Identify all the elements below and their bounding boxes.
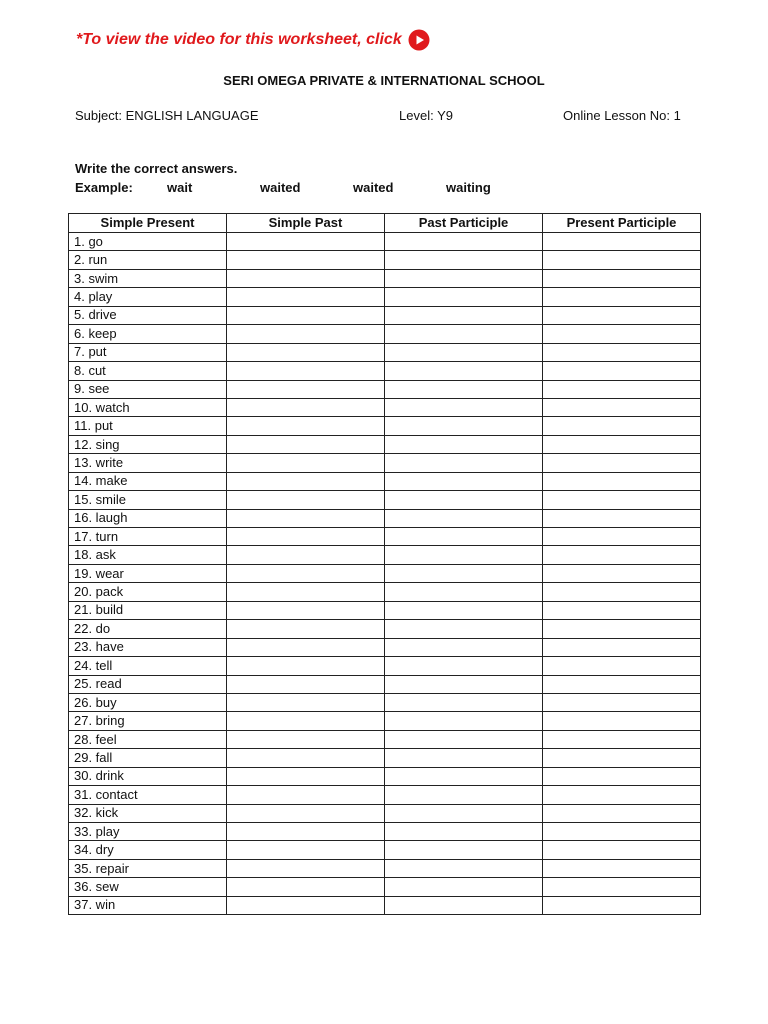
example-label: Example: bbox=[75, 180, 133, 195]
present-participle-answer-cell[interactable] bbox=[543, 749, 701, 767]
table-row bbox=[69, 601, 701, 619]
simple-past-answer-cell[interactable] bbox=[227, 859, 385, 877]
past-participle-answer-cell[interactable] bbox=[385, 730, 543, 748]
simple-present-cell: 21. build bbox=[69, 601, 227, 619]
simple-past-answer-cell[interactable] bbox=[227, 712, 385, 730]
simple-present-cell: 1. go bbox=[69, 233, 227, 251]
present-participle-answer-cell[interactable] bbox=[543, 398, 701, 416]
simple-present-cell: 31. contact bbox=[69, 786, 227, 804]
present-participle-answer-cell[interactable] bbox=[543, 343, 701, 361]
simple-past-answer-cell[interactable] bbox=[227, 435, 385, 453]
example-word: waiting bbox=[446, 180, 491, 195]
simple-present-cell: 3. swim bbox=[69, 269, 227, 287]
past-participle-answer-cell[interactable] bbox=[385, 362, 543, 380]
simple-present-cell: 24. tell bbox=[69, 657, 227, 675]
present-participle-answer-cell[interactable] bbox=[543, 251, 701, 269]
school-name: SERI OMEGA PRIVATE & INTERNATIONAL SCHOOL bbox=[223, 73, 545, 88]
table-row bbox=[69, 823, 701, 841]
simple-present-cell: 23. have bbox=[69, 638, 227, 656]
table-row bbox=[69, 675, 701, 693]
simple-present-cell: 12. sing bbox=[69, 435, 227, 453]
past-participle-answer-cell[interactable] bbox=[385, 546, 543, 564]
past-participle-answer-cell[interactable] bbox=[385, 306, 543, 324]
simple-present-cell: 28. feel bbox=[69, 730, 227, 748]
simple-present-cell: 37. win bbox=[69, 896, 227, 914]
present-participle-answer-cell[interactable] bbox=[543, 859, 701, 877]
present-participle-answer-cell[interactable] bbox=[543, 786, 701, 804]
simple-present-cell: 32. kick bbox=[69, 804, 227, 822]
simple-past-answer-cell[interactable] bbox=[227, 675, 385, 693]
table-row bbox=[69, 638, 701, 656]
simple-past-answer-cell[interactable] bbox=[227, 472, 385, 490]
present-participle-answer-cell[interactable] bbox=[543, 620, 701, 638]
table-row bbox=[69, 896, 701, 914]
past-participle-answer-cell[interactable] bbox=[385, 767, 543, 785]
table-row bbox=[69, 804, 701, 822]
table-row bbox=[69, 583, 701, 601]
present-participle-answer-cell[interactable] bbox=[543, 528, 701, 546]
table-body bbox=[69, 233, 701, 915]
present-participle-answer-cell[interactable] bbox=[543, 380, 701, 398]
past-participle-answer-cell[interactable] bbox=[385, 472, 543, 490]
present-participle-answer-cell[interactable] bbox=[543, 896, 701, 914]
past-participle-answer-cell[interactable] bbox=[385, 675, 543, 693]
simple-present-cell: 20. pack bbox=[69, 583, 227, 601]
past-participle-answer-cell[interactable] bbox=[385, 528, 543, 546]
table-row bbox=[69, 693, 701, 711]
present-participle-answer-cell[interactable] bbox=[543, 306, 701, 324]
table-row bbox=[69, 491, 701, 509]
simple-present-cell: 4. play bbox=[69, 288, 227, 306]
present-participle-answer-cell[interactable] bbox=[543, 491, 701, 509]
present-participle-answer-cell[interactable] bbox=[543, 823, 701, 841]
present-participle-answer-cell[interactable] bbox=[543, 878, 701, 896]
simple-present-cell: 22. do bbox=[69, 620, 227, 638]
table-row bbox=[69, 251, 701, 269]
past-participle-answer-cell[interactable] bbox=[385, 657, 543, 675]
simple-present-cell: 33. play bbox=[69, 823, 227, 841]
present-participle-answer-cell[interactable] bbox=[543, 472, 701, 490]
simple-past-answer-cell[interactable] bbox=[227, 269, 385, 287]
table-row bbox=[69, 620, 701, 638]
simple-past-answer-cell[interactable] bbox=[227, 601, 385, 619]
table-row bbox=[69, 417, 701, 435]
simple-past-answer-cell[interactable] bbox=[227, 564, 385, 582]
table-row bbox=[69, 398, 701, 416]
table-header-row bbox=[69, 214, 701, 233]
simple-past-answer-cell[interactable] bbox=[227, 841, 385, 859]
simple-past-answer-cell[interactable] bbox=[227, 620, 385, 638]
simple-present-cell: 16. laugh bbox=[69, 509, 227, 527]
simple-past-answer-cell[interactable] bbox=[227, 657, 385, 675]
table-row bbox=[69, 343, 701, 361]
present-participle-answer-cell[interactable] bbox=[543, 657, 701, 675]
present-participle-answer-cell[interactable] bbox=[543, 269, 701, 287]
present-participle-answer-cell[interactable] bbox=[543, 767, 701, 785]
table-row bbox=[69, 435, 701, 453]
table-row bbox=[69, 712, 701, 730]
simple-past-answer-cell[interactable] bbox=[227, 583, 385, 601]
past-participle-answer-cell[interactable] bbox=[385, 269, 543, 287]
present-participle-answer-cell[interactable] bbox=[543, 675, 701, 693]
simple-present-cell: 11. put bbox=[69, 417, 227, 435]
past-participle-answer-cell[interactable] bbox=[385, 841, 543, 859]
past-participle-answer-cell[interactable] bbox=[385, 398, 543, 416]
simple-past-answer-cell[interactable] bbox=[227, 804, 385, 822]
simple-present-cell: 6. keep bbox=[69, 325, 227, 343]
table-row bbox=[69, 730, 701, 748]
present-participle-answer-cell[interactable] bbox=[543, 454, 701, 472]
simple-present-cell: 2. run bbox=[69, 251, 227, 269]
present-participle-answer-cell[interactable] bbox=[543, 564, 701, 582]
simple-past-answer-cell[interactable] bbox=[227, 380, 385, 398]
simple-present-cell: 15. smile bbox=[69, 491, 227, 509]
past-participle-answer-cell[interactable] bbox=[385, 620, 543, 638]
past-participle-answer-cell[interactable] bbox=[385, 786, 543, 804]
video-link-text: *To view the video for this worksheet, click bbox=[76, 31, 402, 48]
past-participle-answer-cell[interactable] bbox=[385, 583, 543, 601]
simple-past-answer-cell[interactable] bbox=[227, 896, 385, 914]
simple-present-cell: 25. read bbox=[69, 675, 227, 693]
past-participle-answer-cell[interactable] bbox=[385, 435, 543, 453]
simple-past-answer-cell[interactable] bbox=[227, 786, 385, 804]
table-row bbox=[69, 564, 701, 582]
past-participle-answer-cell[interactable] bbox=[385, 859, 543, 877]
play-circle-icon[interactable] bbox=[408, 29, 430, 51]
past-participle-answer-cell[interactable] bbox=[385, 749, 543, 767]
present-participle-answer-cell[interactable] bbox=[543, 325, 701, 343]
table-row bbox=[69, 362, 701, 380]
past-participle-answer-cell[interactable] bbox=[385, 564, 543, 582]
table-row bbox=[69, 233, 701, 251]
simple-present-cell: 29. fall bbox=[69, 749, 227, 767]
past-participle-answer-cell[interactable] bbox=[385, 288, 543, 306]
simple-past-answer-cell[interactable] bbox=[227, 362, 385, 380]
table-row bbox=[69, 859, 701, 877]
table-row bbox=[69, 306, 701, 324]
simple-past-answer-cell[interactable] bbox=[227, 306, 385, 324]
table-row bbox=[69, 380, 701, 398]
table-row bbox=[69, 509, 701, 527]
present-participle-answer-cell[interactable] bbox=[543, 712, 701, 730]
level-label: Level: Y9 bbox=[399, 108, 453, 123]
past-participle-answer-cell[interactable] bbox=[385, 878, 543, 896]
past-participle-answer-cell[interactable] bbox=[385, 693, 543, 711]
simple-present-cell: 13. write bbox=[69, 454, 227, 472]
simple-past-answer-cell[interactable] bbox=[227, 823, 385, 841]
simple-present-cell: 17. turn bbox=[69, 528, 227, 546]
simple-past-answer-cell[interactable] bbox=[227, 454, 385, 472]
past-participle-answer-cell[interactable] bbox=[385, 454, 543, 472]
simple-present-cell: 10. watch bbox=[69, 398, 227, 416]
simple-present-cell: 19. wear bbox=[69, 564, 227, 582]
simple-present-cell: 36. sew bbox=[69, 878, 227, 896]
subject-label: Subject: ENGLISH LANGUAGE bbox=[75, 108, 259, 123]
simple-present-cell: 8. cut bbox=[69, 362, 227, 380]
simple-present-cell: 26. buy bbox=[69, 693, 227, 711]
simple-present-cell: 34. dry bbox=[69, 841, 227, 859]
column-header: Present Participle bbox=[543, 214, 701, 233]
simple-past-answer-cell[interactable] bbox=[227, 288, 385, 306]
simple-past-answer-cell[interactable] bbox=[227, 343, 385, 361]
simple-present-cell: 5. drive bbox=[69, 306, 227, 324]
simple-past-answer-cell[interactable] bbox=[227, 325, 385, 343]
simple-past-answer-cell[interactable] bbox=[227, 878, 385, 896]
table-row bbox=[69, 767, 701, 785]
past-participle-answer-cell[interactable] bbox=[385, 251, 543, 269]
present-participle-answer-cell[interactable] bbox=[543, 601, 701, 619]
present-participle-answer-cell[interactable] bbox=[543, 841, 701, 859]
table-row bbox=[69, 454, 701, 472]
simple-present-cell: 35. repair bbox=[69, 859, 227, 877]
simple-past-answer-cell[interactable] bbox=[227, 546, 385, 564]
simple-past-answer-cell[interactable] bbox=[227, 509, 385, 527]
simple-present-cell: 27. bring bbox=[69, 712, 227, 730]
past-participle-answer-cell[interactable] bbox=[385, 638, 543, 656]
simple-past-answer-cell[interactable] bbox=[227, 693, 385, 711]
table-row bbox=[69, 546, 701, 564]
past-participle-answer-cell[interactable] bbox=[385, 601, 543, 619]
past-participle-answer-cell[interactable] bbox=[385, 417, 543, 435]
present-participle-answer-cell[interactable] bbox=[543, 435, 701, 453]
simple-past-answer-cell[interactable] bbox=[227, 491, 385, 509]
present-participle-answer-cell[interactable] bbox=[543, 804, 701, 822]
present-participle-answer-cell[interactable] bbox=[543, 288, 701, 306]
present-participle-answer-cell[interactable] bbox=[543, 693, 701, 711]
table-row bbox=[69, 841, 701, 859]
simple-past-answer-cell[interactable] bbox=[227, 749, 385, 767]
present-participle-answer-cell[interactable] bbox=[543, 730, 701, 748]
simple-past-answer-cell[interactable] bbox=[227, 528, 385, 546]
instruction-text: Write the correct answers. bbox=[75, 161, 238, 176]
simple-past-answer-cell[interactable] bbox=[227, 638, 385, 656]
simple-past-answer-cell[interactable] bbox=[227, 233, 385, 251]
example-word: wait bbox=[167, 180, 193, 195]
table-row bbox=[69, 288, 701, 306]
present-participle-answer-cell[interactable] bbox=[543, 638, 701, 656]
simple-past-answer-cell[interactable] bbox=[227, 730, 385, 748]
present-participle-answer-cell[interactable] bbox=[543, 233, 701, 251]
column-header: Simple Past bbox=[227, 214, 385, 233]
past-participle-answer-cell[interactable] bbox=[385, 491, 543, 509]
simple-past-answer-cell[interactable] bbox=[227, 417, 385, 435]
simple-present-cell: 9. see bbox=[69, 380, 227, 398]
past-participle-answer-cell[interactable] bbox=[385, 823, 543, 841]
table-row bbox=[69, 749, 701, 767]
past-participle-answer-cell[interactable] bbox=[385, 380, 543, 398]
simple-past-answer-cell[interactable] bbox=[227, 251, 385, 269]
present-participle-answer-cell[interactable] bbox=[543, 583, 701, 601]
past-participle-answer-cell[interactable] bbox=[385, 896, 543, 914]
present-participle-answer-cell[interactable] bbox=[543, 546, 701, 564]
simple-present-cell: 30. drink bbox=[69, 767, 227, 785]
table-row bbox=[69, 657, 701, 675]
simple-past-answer-cell[interactable] bbox=[227, 398, 385, 416]
column-header: Simple Present bbox=[69, 214, 227, 233]
simple-past-answer-cell[interactable] bbox=[227, 767, 385, 785]
table-row bbox=[69, 269, 701, 287]
example-word: waited bbox=[260, 180, 301, 195]
column-header: Past Participle bbox=[385, 214, 543, 233]
example-word: waited bbox=[353, 180, 394, 195]
past-participle-answer-cell[interactable] bbox=[385, 712, 543, 730]
verb-forms-table bbox=[68, 213, 701, 915]
simple-present-cell: 18. ask bbox=[69, 546, 227, 564]
table-row bbox=[69, 472, 701, 490]
present-participle-answer-cell[interactable] bbox=[543, 509, 701, 527]
past-participle-answer-cell[interactable] bbox=[385, 325, 543, 343]
present-participle-answer-cell[interactable] bbox=[543, 362, 701, 380]
past-participle-answer-cell[interactable] bbox=[385, 233, 543, 251]
table-row bbox=[69, 878, 701, 896]
table-row bbox=[69, 528, 701, 546]
present-participle-answer-cell[interactable] bbox=[543, 417, 701, 435]
past-participle-answer-cell[interactable] bbox=[385, 804, 543, 822]
past-participle-answer-cell[interactable] bbox=[385, 509, 543, 527]
simple-present-cell: 14. make bbox=[69, 472, 227, 490]
table-row bbox=[69, 325, 701, 343]
lesson-number: Online Lesson No: 1 bbox=[563, 108, 681, 123]
simple-present-cell: 7. put bbox=[69, 343, 227, 361]
table-row bbox=[69, 786, 701, 804]
video-link[interactable] bbox=[76, 29, 430, 51]
past-participle-answer-cell[interactable] bbox=[385, 343, 543, 361]
